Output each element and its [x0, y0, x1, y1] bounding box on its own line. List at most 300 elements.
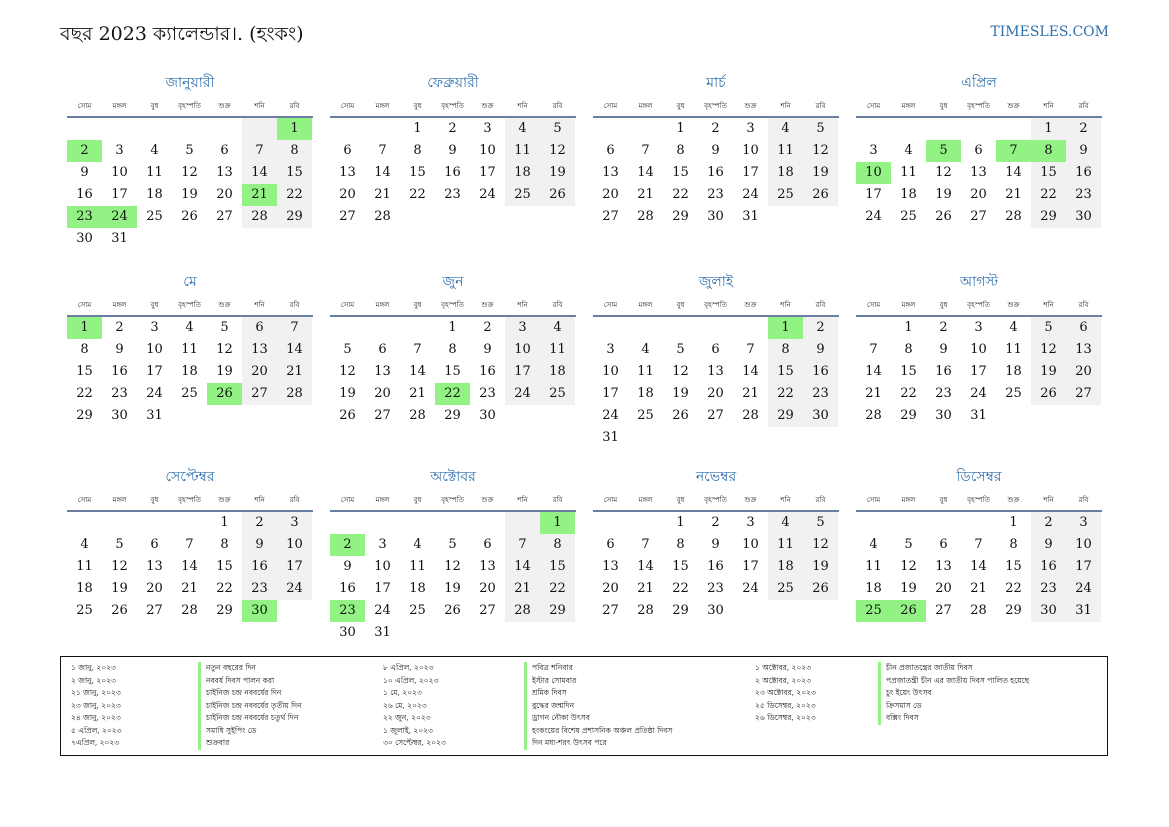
- day-cell[interactable]: 1: [67, 317, 102, 339]
- day-cell[interactable]: 24: [102, 206, 137, 228]
- day-cell[interactable]: 2: [67, 140, 102, 162]
- day-cell[interactable]: 5: [220, 320, 229, 335]
- day-cell[interactable]: 3: [277, 512, 312, 534]
- day-cell[interactable]: 9: [1031, 534, 1066, 556]
- day-cell[interactable]: 29: [444, 408, 461, 423]
- day-cell[interactable]: 3: [606, 342, 615, 357]
- day-cell[interactable]: 30: [111, 408, 128, 423]
- day-cell[interactable]: 7: [869, 342, 878, 357]
- day-cell[interactable]: 28: [865, 408, 882, 423]
- day-cell[interactable]: 26: [1031, 383, 1066, 405]
- day-cell[interactable]: 10: [277, 534, 312, 556]
- day-cell[interactable]: 16: [803, 361, 838, 383]
- day-cell[interactable]: 14: [505, 556, 540, 578]
- day-cell[interactable]: 26: [803, 184, 838, 206]
- day-cell[interactable]: 29: [216, 603, 233, 618]
- day-cell[interactable]: 2: [115, 320, 124, 335]
- day-cell[interactable]: 21: [865, 386, 882, 401]
- day-cell[interactable]: 11: [1005, 342, 1022, 357]
- day-cell[interactable]: 18: [409, 581, 426, 596]
- day-cell[interactable]: 26: [672, 408, 689, 423]
- day-cell[interactable]: 13: [374, 364, 391, 379]
- day-cell[interactable]: 18: [768, 162, 803, 184]
- day-cell[interactable]: 29: [900, 408, 917, 423]
- day-cell[interactable]: 13: [935, 559, 952, 574]
- day-cell[interactable]: 15: [540, 556, 575, 578]
- day-cell[interactable]: 1: [768, 317, 803, 339]
- day-cell[interactable]: 19: [540, 162, 575, 184]
- day-cell[interactable]: 17: [742, 559, 759, 574]
- day-cell[interactable]: 8: [277, 140, 312, 162]
- day-cell[interactable]: 19: [803, 556, 838, 578]
- day-cell[interactable]: 10: [146, 342, 163, 357]
- day-cell[interactable]: 2: [711, 121, 720, 136]
- day-cell[interactable]: 20: [242, 361, 277, 383]
- day-cell[interactable]: 12: [803, 140, 838, 162]
- day-cell[interactable]: 17: [970, 364, 987, 379]
- day-cell[interactable]: 5: [115, 537, 124, 552]
- day-cell[interactable]: 11: [768, 534, 803, 556]
- day-cell[interactable]: 25: [637, 408, 654, 423]
- day-cell[interactable]: 20: [602, 187, 619, 202]
- day-cell[interactable]: 28: [742, 408, 759, 423]
- day-cell[interactable]: 11: [505, 140, 540, 162]
- day-cell[interactable]: 19: [1031, 361, 1066, 383]
- day-cell[interactable]: 8: [220, 537, 229, 552]
- day-cell[interactable]: 10: [742, 143, 759, 158]
- day-cell[interactable]: 18: [1005, 364, 1022, 379]
- day-cell[interactable]: 14: [742, 364, 759, 379]
- day-cell[interactable]: 12: [803, 534, 838, 556]
- day-cell[interactable]: 23: [479, 386, 496, 401]
- day-cell[interactable]: 10: [505, 339, 540, 361]
- day-cell[interactable]: 26: [207, 383, 242, 405]
- day-cell[interactable]: 28: [1005, 209, 1022, 224]
- day-cell[interactable]: 13: [479, 559, 496, 574]
- day-cell[interactable]: 3: [115, 143, 124, 158]
- day-cell[interactable]: 12: [216, 342, 233, 357]
- day-cell[interactable]: 6: [606, 143, 615, 158]
- day-cell[interactable]: 21: [181, 581, 198, 596]
- day-cell[interactable]: 6: [220, 143, 229, 158]
- day-cell[interactable]: 1: [1009, 515, 1018, 530]
- day-cell[interactable]: 25: [856, 600, 891, 622]
- day-cell[interactable]: 9: [343, 559, 352, 574]
- day-cell[interactable]: 21: [374, 187, 391, 202]
- day-cell[interactable]: 16: [242, 556, 277, 578]
- day-cell[interactable]: 19: [803, 162, 838, 184]
- day-cell[interactable]: 23: [803, 383, 838, 405]
- day-cell[interactable]: 11: [146, 165, 163, 180]
- day-cell[interactable]: 1: [220, 515, 229, 530]
- day-cell[interactable]: 21: [637, 187, 654, 202]
- day-cell[interactable]: 27: [479, 603, 496, 618]
- day-cell[interactable]: 17: [742, 165, 759, 180]
- day-cell[interactable]: 7: [505, 534, 540, 556]
- day-cell[interactable]: 17: [146, 364, 163, 379]
- day-cell[interactable]: 24: [479, 187, 496, 202]
- day-cell[interactable]: 2: [483, 320, 492, 335]
- day-cell[interactable]: 18: [540, 361, 575, 383]
- day-cell[interactable]: 7: [974, 537, 983, 552]
- day-cell[interactable]: 2: [939, 320, 948, 335]
- day-cell[interactable]: 31: [111, 231, 128, 246]
- day-cell[interactable]: 24: [865, 209, 882, 224]
- day-cell[interactable]: 6: [711, 342, 720, 357]
- day-cell[interactable]: 23: [330, 600, 365, 622]
- day-cell[interactable]: 29: [768, 405, 803, 427]
- day-cell[interactable]: 22: [672, 187, 689, 202]
- day-cell[interactable]: 26: [540, 184, 575, 206]
- day-cell[interactable]: 7: [378, 143, 387, 158]
- day-cell[interactable]: 4: [768, 118, 803, 140]
- day-cell[interactable]: 18: [146, 187, 163, 202]
- day-cell[interactable]: 25: [76, 603, 93, 618]
- day-cell[interactable]: 23: [707, 187, 724, 202]
- day-cell[interactable]: 10: [602, 364, 619, 379]
- day-cell[interactable]: 28: [374, 209, 391, 224]
- day-cell[interactable]: 13: [216, 165, 233, 180]
- day-cell[interactable]: 5: [803, 118, 838, 140]
- day-cell[interactable]: 16: [707, 165, 724, 180]
- day-cell[interactable]: 18: [76, 581, 93, 596]
- day-cell[interactable]: 6: [242, 317, 277, 339]
- day-cell[interactable]: 16: [76, 187, 93, 202]
- day-cell[interactable]: 28: [637, 209, 654, 224]
- day-cell[interactable]: 23: [67, 206, 102, 228]
- day-cell[interactable]: 22: [540, 578, 575, 600]
- day-cell[interactable]: 15: [672, 559, 689, 574]
- day-cell[interactable]: 23: [444, 187, 461, 202]
- day-cell[interactable]: 19: [900, 581, 917, 596]
- day-cell[interactable]: 15: [672, 165, 689, 180]
- day-cell[interactable]: 26: [339, 408, 356, 423]
- day-cell[interactable]: 22: [216, 581, 233, 596]
- day-cell[interactable]: 7: [641, 143, 650, 158]
- day-cell[interactable]: 9: [711, 143, 720, 158]
- day-cell[interactable]: 20: [602, 581, 619, 596]
- day-cell[interactable]: 21: [970, 581, 987, 596]
- day-cell[interactable]: 8: [540, 534, 575, 556]
- day-cell[interactable]: 13: [707, 364, 724, 379]
- day-cell[interactable]: 4: [641, 342, 650, 357]
- day-cell[interactable]: 8: [676, 537, 685, 552]
- day-cell[interactable]: 14: [1005, 165, 1022, 180]
- day-cell[interactable]: 6: [378, 342, 387, 357]
- day-cell[interactable]: 29: [540, 600, 575, 622]
- day-cell[interactable]: 16: [111, 364, 128, 379]
- day-cell[interactable]: 12: [900, 559, 917, 574]
- day-cell[interactable]: 10: [856, 162, 891, 184]
- day-cell[interactable]: 24: [374, 603, 391, 618]
- day-cell[interactable]: 14: [181, 559, 198, 574]
- day-cell[interactable]: 12: [1031, 339, 1066, 361]
- day-cell[interactable]: 5: [926, 140, 961, 162]
- day-cell[interactable]: 1: [676, 121, 685, 136]
- day-cell[interactable]: 19: [935, 187, 952, 202]
- day-cell[interactable]: 9: [711, 537, 720, 552]
- day-cell[interactable]: 17: [479, 165, 496, 180]
- day-cell[interactable]: 7: [242, 140, 277, 162]
- day-cell[interactable]: 20: [216, 187, 233, 202]
- day-cell[interactable]: 17: [111, 187, 128, 202]
- day-cell[interactable]: 24: [742, 187, 759, 202]
- day-cell[interactable]: 27: [146, 603, 163, 618]
- day-cell[interactable]: 17: [1066, 556, 1101, 578]
- day-cell[interactable]: 31: [1066, 600, 1101, 622]
- day-cell[interactable]: 27: [935, 603, 952, 618]
- day-cell[interactable]: 19: [181, 187, 198, 202]
- day-cell[interactable]: 30: [479, 408, 496, 423]
- day-cell[interactable]: 13: [602, 559, 619, 574]
- day-cell[interactable]: 27: [602, 209, 619, 224]
- day-cell[interactable]: 27: [707, 408, 724, 423]
- day-cell[interactable]: 3: [746, 515, 755, 530]
- day-cell[interactable]: 9: [803, 339, 838, 361]
- day-cell[interactable]: 5: [448, 537, 457, 552]
- day-cell[interactable]: 16: [707, 559, 724, 574]
- day-cell[interactable]: 18: [637, 386, 654, 401]
- day-cell[interactable]: 14: [277, 339, 312, 361]
- day-cell[interactable]: 20: [374, 386, 391, 401]
- day-cell[interactable]: 7: [641, 537, 650, 552]
- day-cell[interactable]: 3: [378, 537, 387, 552]
- day-cell[interactable]: 27: [242, 383, 277, 405]
- day-cell[interactable]: 30: [707, 209, 724, 224]
- day-cell[interactable]: 7: [746, 342, 755, 357]
- day-cell[interactable]: 27: [374, 408, 391, 423]
- day-cell[interactable]: 23: [242, 578, 277, 600]
- day-cell[interactable]: 21: [242, 184, 277, 206]
- day-cell[interactable]: 9: [1066, 140, 1101, 162]
- day-cell[interactable]: 30: [339, 625, 356, 640]
- day-cell[interactable]: 28: [970, 603, 987, 618]
- day-cell[interactable]: 13: [1066, 339, 1101, 361]
- day-cell[interactable]: 11: [768, 140, 803, 162]
- day-cell[interactable]: 9: [483, 342, 492, 357]
- day-cell[interactable]: 9: [939, 342, 948, 357]
- day-cell[interactable]: 2: [242, 512, 277, 534]
- day-cell[interactable]: 1: [540, 512, 575, 534]
- day-cell[interactable]: 11: [409, 559, 426, 574]
- day-cell[interactable]: 16: [339, 581, 356, 596]
- day-cell[interactable]: 8: [676, 143, 685, 158]
- day-cell[interactable]: 21: [409, 386, 426, 401]
- day-cell[interactable]: 17: [505, 361, 540, 383]
- day-cell[interactable]: 28: [181, 603, 198, 618]
- day-cell[interactable]: 4: [185, 320, 194, 335]
- day-cell[interactable]: 28: [409, 408, 426, 423]
- day-cell[interactable]: 23: [935, 386, 952, 401]
- day-cell[interactable]: 24: [602, 408, 619, 423]
- day-cell[interactable]: 29: [1005, 603, 1022, 618]
- day-cell[interactable]: 23: [707, 581, 724, 596]
- day-cell[interactable]: 19: [339, 386, 356, 401]
- day-cell[interactable]: 2: [1066, 118, 1101, 140]
- day-cell[interactable]: 24: [277, 578, 312, 600]
- day-cell[interactable]: 28: [277, 383, 312, 405]
- day-cell[interactable]: 11: [540, 339, 575, 361]
- day-cell[interactable]: 21: [637, 581, 654, 596]
- day-cell[interactable]: 3: [974, 320, 983, 335]
- day-cell[interactable]: 8: [1031, 140, 1066, 162]
- day-cell[interactable]: 20: [479, 581, 496, 596]
- day-cell[interactable]: 27: [216, 209, 233, 224]
- day-cell[interactable]: 13: [146, 559, 163, 574]
- day-cell[interactable]: 25: [409, 603, 426, 618]
- day-cell[interactable]: 27: [339, 209, 356, 224]
- day-cell[interactable]: 3: [505, 317, 540, 339]
- day-cell[interactable]: 7: [996, 140, 1031, 162]
- day-cell[interactable]: 8: [413, 143, 422, 158]
- day-cell[interactable]: 30: [803, 405, 838, 427]
- day-cell[interactable]: 18: [181, 364, 198, 379]
- day-cell[interactable]: 1: [904, 320, 913, 335]
- day-cell[interactable]: 4: [768, 512, 803, 534]
- day-cell[interactable]: 4: [505, 118, 540, 140]
- day-cell[interactable]: 12: [181, 165, 198, 180]
- day-cell[interactable]: 14: [409, 364, 426, 379]
- day-cell[interactable]: 27: [970, 209, 987, 224]
- day-cell[interactable]: 28: [637, 603, 654, 618]
- day-cell[interactable]: 25: [505, 184, 540, 206]
- day-cell[interactable]: 10: [479, 143, 496, 158]
- day-cell[interactable]: 30: [1031, 600, 1066, 622]
- day-cell[interactable]: 26: [444, 603, 461, 618]
- day-cell[interactable]: 10: [970, 342, 987, 357]
- day-cell[interactable]: 5: [1031, 317, 1066, 339]
- day-cell[interactable]: 5: [343, 342, 352, 357]
- day-cell[interactable]: 19: [444, 581, 461, 596]
- day-cell[interactable]: 14: [374, 165, 391, 180]
- day-cell[interactable]: 19: [216, 364, 233, 379]
- day-cell[interactable]: 23: [111, 386, 128, 401]
- day-cell[interactable]: 5: [676, 342, 685, 357]
- day-cell[interactable]: 16: [935, 364, 952, 379]
- day-cell[interactable]: 25: [900, 209, 917, 224]
- day-cell[interactable]: 2: [711, 515, 720, 530]
- day-cell[interactable]: 22: [435, 383, 470, 405]
- day-cell[interactable]: 15: [76, 364, 93, 379]
- day-cell[interactable]: 15: [1005, 559, 1022, 574]
- day-cell[interactable]: 9: [242, 534, 277, 556]
- day-cell[interactable]: 26: [181, 209, 198, 224]
- day-cell[interactable]: 9: [115, 342, 124, 357]
- day-cell[interactable]: 20: [339, 187, 356, 202]
- day-cell[interactable]: 13: [242, 339, 277, 361]
- day-cell[interactable]: 6: [606, 537, 615, 552]
- day-cell[interactable]: 14: [242, 162, 277, 184]
- day-cell[interactable]: 28: [505, 600, 540, 622]
- day-cell[interactable]: 10: [742, 537, 759, 552]
- day-cell[interactable]: 25: [146, 209, 163, 224]
- day-cell[interactable]: 20: [935, 581, 952, 596]
- day-cell[interactable]: 9: [448, 143, 457, 158]
- day-cell[interactable]: 5: [803, 512, 838, 534]
- day-cell[interactable]: 16: [1031, 556, 1066, 578]
- day-cell[interactable]: 8: [768, 339, 803, 361]
- day-cell[interactable]: 19: [672, 386, 689, 401]
- day-cell[interactable]: 18: [865, 581, 882, 596]
- day-cell[interactable]: 17: [374, 581, 391, 596]
- day-cell[interactable]: 15: [1031, 162, 1066, 184]
- day-cell[interactable]: 7: [277, 317, 312, 339]
- day-cell[interactable]: 25: [540, 383, 575, 405]
- day-cell[interactable]: 8: [904, 342, 913, 357]
- day-cell[interactable]: 5: [185, 143, 194, 158]
- day-cell[interactable]: 11: [637, 364, 654, 379]
- day-cell[interactable]: 22: [277, 184, 312, 206]
- day-cell[interactable]: 4: [869, 537, 878, 552]
- day-cell[interactable]: 6: [150, 537, 159, 552]
- day-cell[interactable]: 23: [1066, 184, 1101, 206]
- day-cell[interactable]: 8: [1009, 537, 1018, 552]
- day-cell[interactable]: 15: [900, 364, 917, 379]
- day-cell[interactable]: 30: [76, 231, 93, 246]
- day-cell[interactable]: 16: [1066, 162, 1101, 184]
- day-cell[interactable]: 17: [602, 386, 619, 401]
- day-cell[interactable]: 15: [216, 559, 233, 574]
- day-cell[interactable]: 3: [483, 121, 492, 136]
- day-cell[interactable]: 29: [1031, 206, 1066, 228]
- day-cell[interactable]: 15: [277, 162, 312, 184]
- day-cell[interactable]: 22: [672, 581, 689, 596]
- day-cell[interactable]: 6: [939, 537, 948, 552]
- day-cell[interactable]: 1: [448, 320, 457, 335]
- day-cell[interactable]: 25: [1005, 386, 1022, 401]
- day-cell[interactable]: 31: [970, 408, 987, 423]
- day-cell[interactable]: 13: [602, 165, 619, 180]
- day-cell[interactable]: 16: [479, 364, 496, 379]
- day-cell[interactable]: 20: [970, 187, 987, 202]
- day-cell[interactable]: 26: [803, 578, 838, 600]
- day-cell[interactable]: 31: [742, 209, 759, 224]
- day-cell[interactable]: 27: [1066, 383, 1101, 405]
- day-cell[interactable]: 22: [76, 386, 93, 401]
- day-cell[interactable]: 9: [80, 165, 89, 180]
- day-cell[interactable]: 22: [900, 386, 917, 401]
- day-cell[interactable]: 11: [900, 165, 917, 180]
- day-cell[interactable]: 4: [1009, 320, 1018, 335]
- day-cell[interactable]: 30: [707, 603, 724, 618]
- day-cell[interactable]: 31: [602, 430, 619, 445]
- day-cell[interactable]: 29: [277, 206, 312, 228]
- day-cell[interactable]: 7: [185, 537, 194, 552]
- day-cell[interactable]: 2: [803, 317, 838, 339]
- day-cell[interactable]: 22: [768, 383, 803, 405]
- day-cell[interactable]: 21: [505, 578, 540, 600]
- day-cell[interactable]: 28: [242, 206, 277, 228]
- day-cell[interactable]: 6: [1066, 317, 1101, 339]
- day-cell[interactable]: 18: [900, 187, 917, 202]
- day-cell[interactable]: 13: [970, 165, 987, 180]
- day-cell[interactable]: 7: [413, 342, 422, 357]
- day-cell[interactable]: 1: [277, 118, 312, 140]
- day-cell[interactable]: 15: [409, 165, 426, 180]
- day-cell[interactable]: 8: [448, 342, 457, 357]
- day-cell[interactable]: 1: [413, 121, 422, 136]
- day-cell[interactable]: 30: [1066, 206, 1101, 228]
- day-cell[interactable]: 10: [111, 165, 128, 180]
- day-cell[interactable]: 2: [1031, 512, 1066, 534]
- day-cell[interactable]: 1: [1031, 118, 1066, 140]
- day-cell[interactable]: 17: [277, 556, 312, 578]
- day-cell[interactable]: 19: [111, 581, 128, 596]
- day-cell[interactable]: 4: [413, 537, 422, 552]
- day-cell[interactable]: 23: [1031, 578, 1066, 600]
- day-cell[interactable]: 15: [444, 364, 461, 379]
- day-cell[interactable]: 16: [444, 165, 461, 180]
